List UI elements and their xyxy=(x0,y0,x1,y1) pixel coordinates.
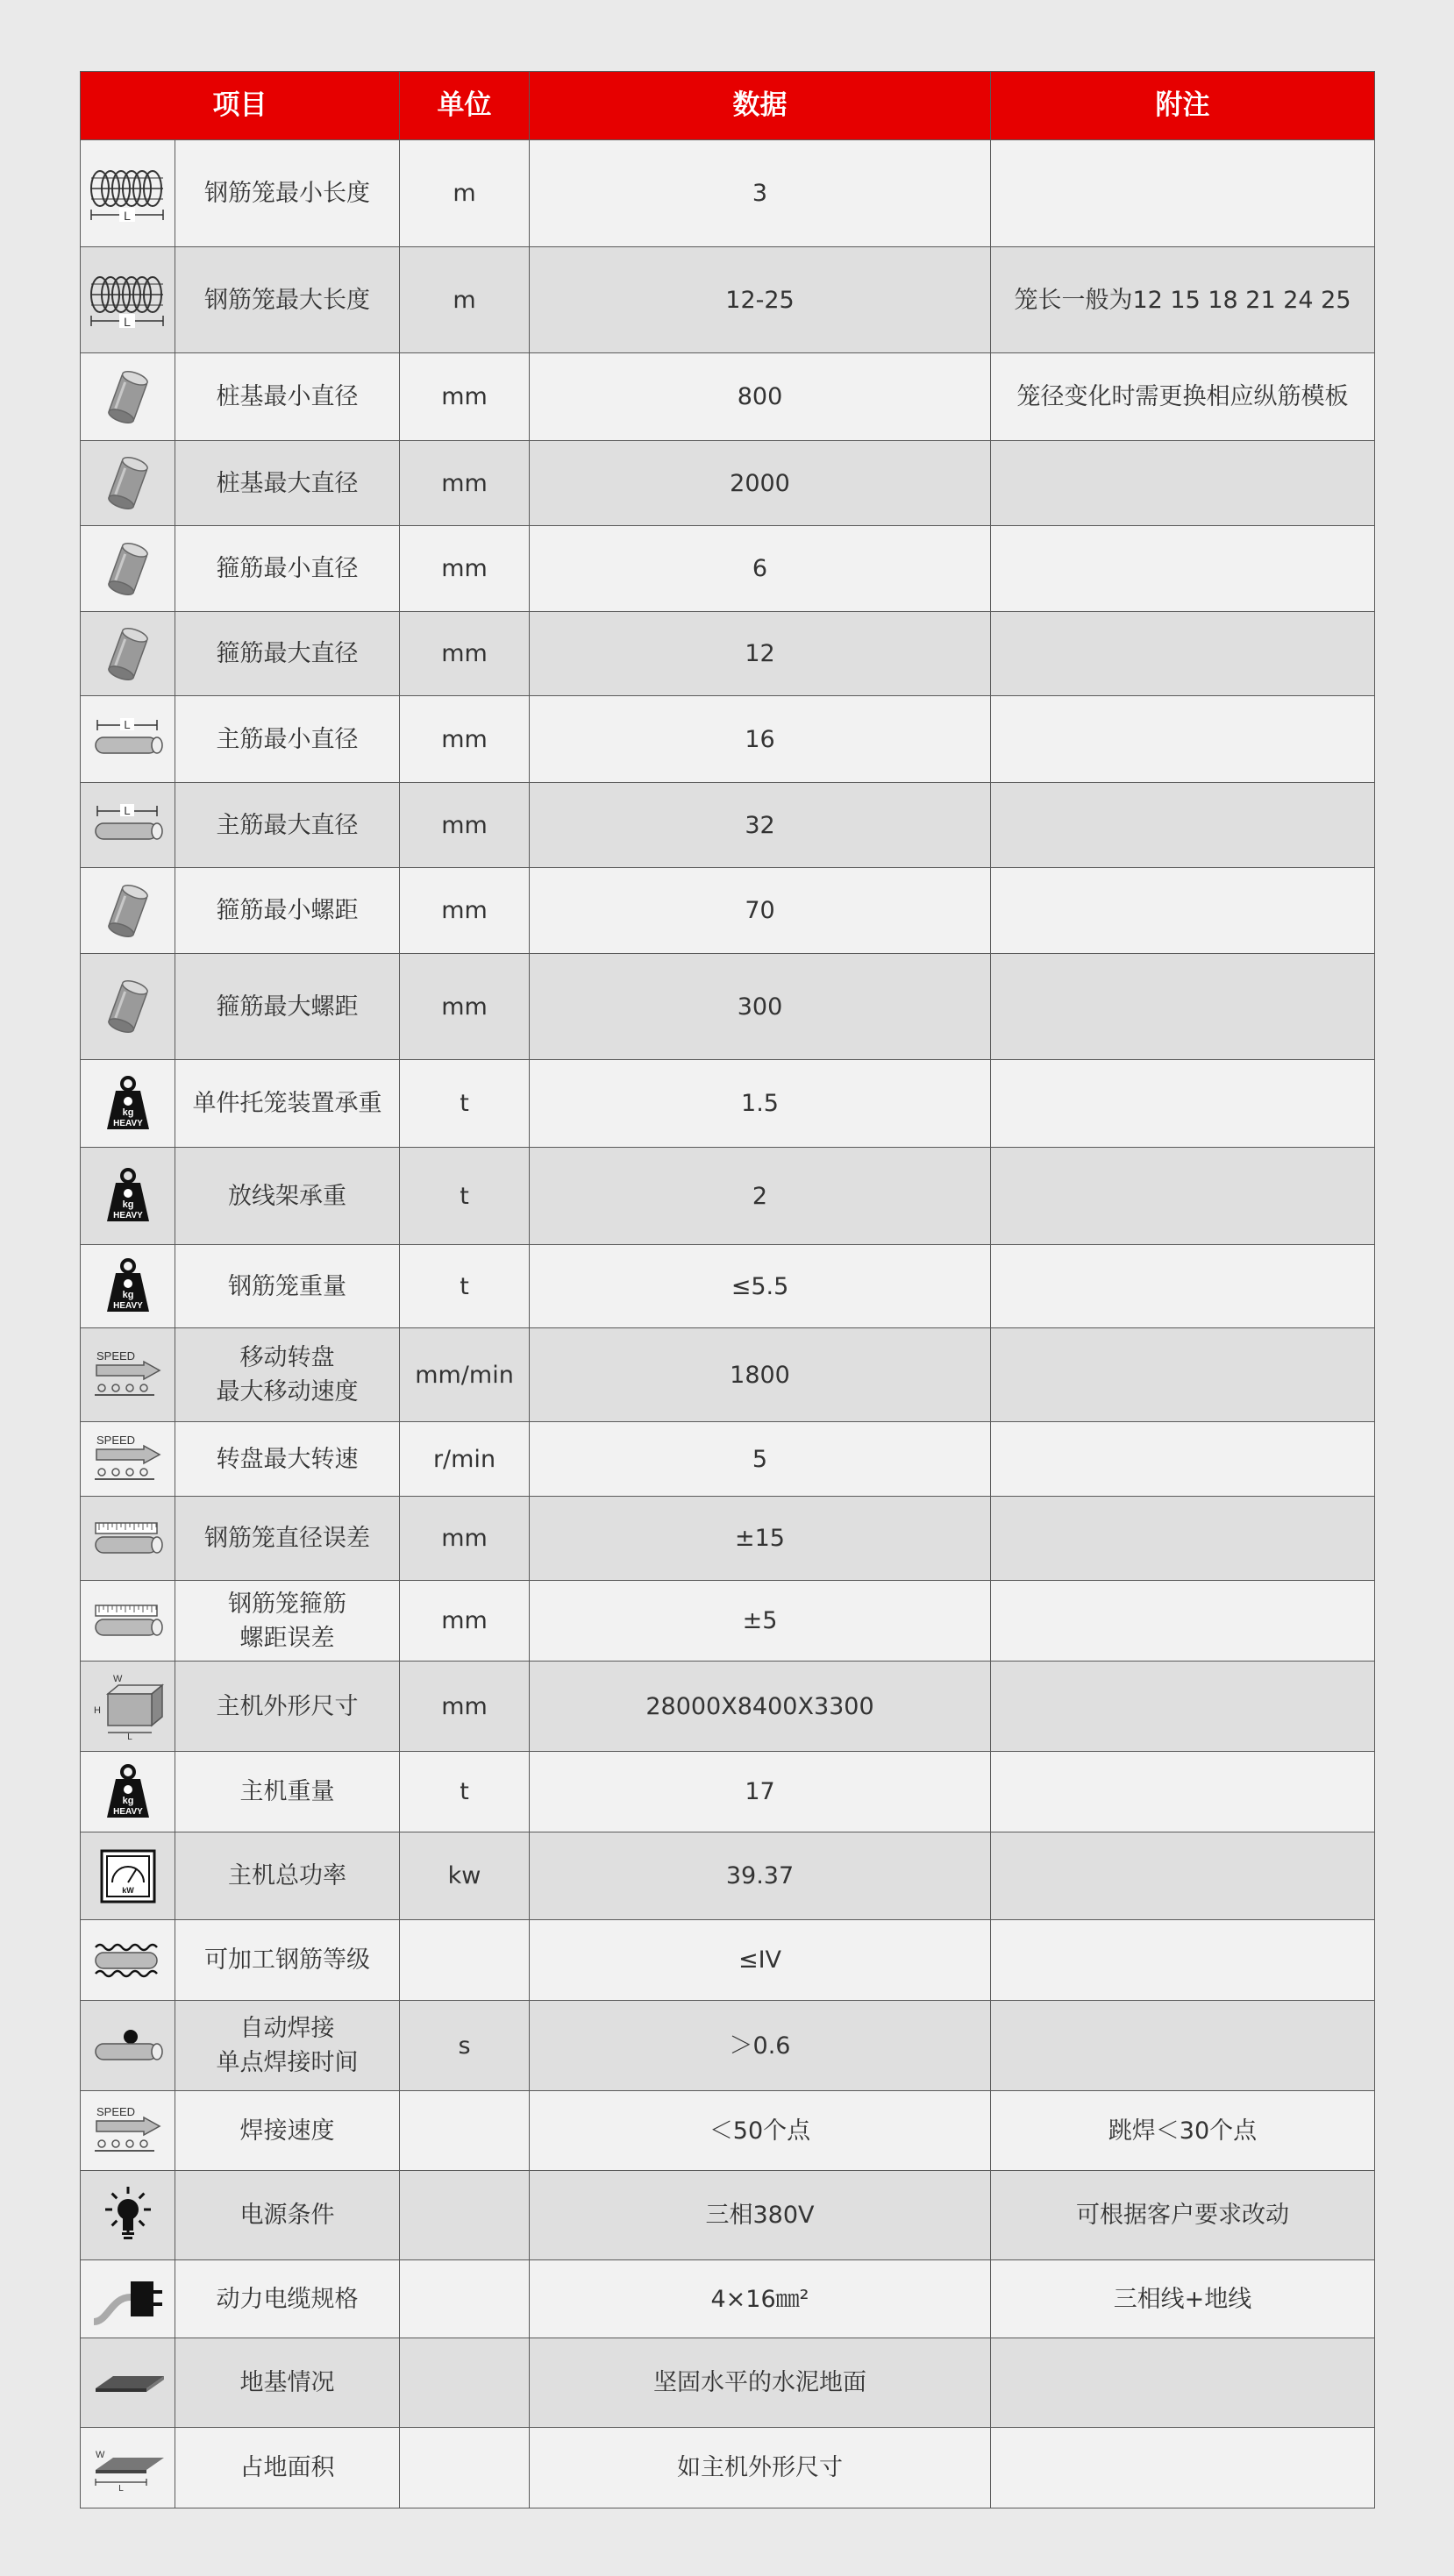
row-icon-cell xyxy=(81,1497,175,1581)
unit-cell: mm xyxy=(400,954,530,1060)
note-cell: 笼长一般为12 15 18 21 24 25 xyxy=(991,247,1375,353)
note-cell xyxy=(991,954,1375,1060)
item-label: 钢筋笼直径误差 xyxy=(204,1525,370,1552)
svg-text:L: L xyxy=(123,315,131,329)
value-cell: ≤5.5 xyxy=(530,1245,991,1328)
value-cell: 70 xyxy=(530,868,991,954)
svg-text:kW: kW xyxy=(121,1885,134,1895)
cylinder-icon xyxy=(84,366,171,428)
value-cell: 1800 xyxy=(530,1328,991,1422)
unit-cell: mm xyxy=(400,783,530,868)
svg-text:kg: kg xyxy=(122,1107,133,1118)
item-cell xyxy=(175,247,400,353)
unit-cell: mm xyxy=(400,1662,530,1752)
unit-cell: mm xyxy=(400,353,530,441)
unit-cell: t xyxy=(400,1148,530,1245)
row-icon-cell xyxy=(81,526,175,612)
value-cell: 坚固水平的水泥地面 xyxy=(530,2338,991,2428)
table-row xyxy=(81,526,1375,612)
row-icon-cell xyxy=(81,2001,175,2091)
table-row xyxy=(81,612,1375,696)
row-icon-cell xyxy=(81,1920,175,2001)
svg-text:kg: kg xyxy=(122,1795,133,1806)
rebar-length-icon xyxy=(84,715,171,764)
item-label: 钢筋笼最小长度 xyxy=(204,180,370,207)
bulb-icon xyxy=(84,2187,171,2245)
svg-text:H: H xyxy=(93,1705,101,1716)
table-row xyxy=(81,1581,1375,1662)
row-icon-cell xyxy=(81,1060,175,1148)
svg-text:L: L xyxy=(123,804,131,817)
note-cell xyxy=(991,2338,1375,2428)
value-cell: 17 xyxy=(530,1752,991,1832)
table-row xyxy=(81,2338,1375,2428)
svg-text:L: L xyxy=(118,2483,124,2493)
value-cell: 3 xyxy=(530,140,991,247)
note-cell xyxy=(991,783,1375,868)
cylinder-icon xyxy=(84,452,171,514)
note-cell xyxy=(991,1832,1375,1920)
note-cell xyxy=(991,1752,1375,1832)
item-label: 钢筋笼箍筋 螺距误差 xyxy=(228,1590,346,1652)
item-label: 转盘最大转速 xyxy=(216,1445,359,1473)
table-row xyxy=(81,2091,1375,2171)
item-label: 主机外形尺寸 xyxy=(216,1692,359,1720)
note-cell xyxy=(991,441,1375,526)
item-label: 主机总功率 xyxy=(228,1862,346,1889)
item-cell xyxy=(175,2428,400,2508)
row-icon-cell xyxy=(81,140,175,247)
row-icon-cell xyxy=(81,612,175,696)
value-cell: 800 xyxy=(530,353,991,441)
value-cell: 16 xyxy=(530,696,991,783)
item-cell xyxy=(175,441,400,526)
value-cell: ≤IV xyxy=(530,1920,991,2001)
row-icon-cell xyxy=(81,441,175,526)
row-icon-cell xyxy=(81,1662,175,1752)
speed-icon xyxy=(84,1349,171,1400)
note-cell xyxy=(991,1328,1375,1422)
weld-point-icon xyxy=(84,2021,171,2070)
weight-icon xyxy=(84,1167,171,1225)
svg-text:SPEED: SPEED xyxy=(96,1434,135,1447)
table-row xyxy=(81,1245,1375,1328)
item-label: 主筋最小直径 xyxy=(216,725,359,753)
value-cell: ±15 xyxy=(530,1497,991,1581)
row-icon-cell xyxy=(81,1422,175,1497)
item-label: 箍筋最大螺距 xyxy=(216,993,359,1021)
table-row xyxy=(81,140,1375,247)
row-icon-cell xyxy=(81,1245,175,1328)
table-row xyxy=(81,1148,1375,1245)
item-cell xyxy=(175,1581,400,1662)
item-label: 地基情况 xyxy=(239,2369,335,2396)
item-cell xyxy=(175,612,400,696)
table-row xyxy=(81,1920,1375,2001)
value-cell: 如主机外形尺寸 xyxy=(530,2428,991,2508)
item-cell xyxy=(175,2001,400,2091)
table-row xyxy=(81,2428,1375,2508)
cylinder-icon xyxy=(84,976,171,1037)
item-label: 箍筋最小直径 xyxy=(216,555,359,582)
note-cell xyxy=(991,1662,1375,1752)
item-label: 主机重量 xyxy=(239,1778,335,1805)
svg-text:SPEED: SPEED xyxy=(96,2105,135,2118)
svg-text:HEAVY: HEAVY xyxy=(112,1118,143,1128)
table-row xyxy=(81,1328,1375,1422)
header-row xyxy=(81,72,1375,140)
cage-length-icon xyxy=(84,160,171,227)
item-cell xyxy=(175,1060,400,1148)
table-row xyxy=(81,783,1375,868)
speed-icon xyxy=(84,2105,171,2156)
note-cell xyxy=(991,1148,1375,1245)
item-cell xyxy=(175,1662,400,1752)
svg-text:W: W xyxy=(112,1674,122,1684)
row-icon-cell xyxy=(81,2171,175,2260)
value-cell: ＜50个点 xyxy=(530,2091,991,2171)
row-icon-cell xyxy=(81,2260,175,2338)
item-cell xyxy=(175,696,400,783)
item-label: 移动转盘 最大移动速度 xyxy=(216,1344,359,1405)
item-cell xyxy=(175,2171,400,2260)
table-row xyxy=(81,696,1375,783)
item-label: 单件托笼装置承重 xyxy=(192,1090,382,1117)
value-cell: ＞0.6 xyxy=(530,2001,991,2091)
item-label: 钢筋笼最大长度 xyxy=(204,286,370,314)
ruler-bar-icon xyxy=(84,1597,171,1646)
note-cell xyxy=(991,1245,1375,1328)
note-cell xyxy=(991,1581,1375,1662)
row-icon-cell xyxy=(81,868,175,954)
table-row xyxy=(81,441,1375,526)
cable-plug-icon xyxy=(84,2273,171,2325)
svg-text:HEAVY: HEAVY xyxy=(112,1211,143,1220)
unit-cell: mm xyxy=(400,526,530,612)
item-label: 动力电缆规格 xyxy=(216,2285,359,2313)
table-row xyxy=(81,1422,1375,1497)
table-row xyxy=(81,2260,1375,2338)
unit-cell: kw xyxy=(400,1832,530,1920)
unit-cell: mm/min xyxy=(400,1328,530,1422)
item-label: 放线架承重 xyxy=(228,1182,346,1210)
item-cell xyxy=(175,526,400,612)
row-icon-cell xyxy=(81,1328,175,1422)
svg-text:L: L xyxy=(123,718,131,731)
svg-text:L: L xyxy=(126,1733,132,1741)
box-dimension-icon xyxy=(84,1671,171,1741)
item-label: 焊接速度 xyxy=(239,2117,335,2145)
note-cell xyxy=(991,2428,1375,2508)
value-cell: 300 xyxy=(530,954,991,1060)
item-label: 桩基最大直径 xyxy=(216,469,359,497)
unit-cell: mm xyxy=(400,441,530,526)
table-row xyxy=(81,868,1375,954)
row-icon-cell xyxy=(81,1832,175,1920)
row-icon-cell xyxy=(81,353,175,441)
unit-cell: m xyxy=(400,140,530,247)
unit-cell: t xyxy=(400,1245,530,1328)
item-label: 电源条件 xyxy=(239,2202,335,2229)
svg-text:HEAVY: HEAVY xyxy=(112,1301,143,1311)
unit-cell xyxy=(400,2428,530,2508)
rebar-length-icon xyxy=(84,801,171,850)
table-row xyxy=(81,954,1375,1060)
table-row xyxy=(81,2171,1375,2260)
value-cell: 12 xyxy=(530,612,991,696)
note-cell: 可根据客户要求改动 xyxy=(991,2171,1375,2260)
unit-cell: s xyxy=(400,2001,530,2091)
item-cell xyxy=(175,353,400,441)
item-cell xyxy=(175,1422,400,1497)
note-cell xyxy=(991,1060,1375,1148)
value-cell: 12-25 xyxy=(530,247,991,353)
note-cell: 三相线+地线 xyxy=(991,2260,1375,2338)
speed-icon xyxy=(84,1434,171,1484)
value-cell: 5 xyxy=(530,1422,991,1497)
item-cell xyxy=(175,2091,400,2171)
table-row xyxy=(81,1752,1375,1832)
row-icon-cell xyxy=(81,2428,175,2508)
svg-text:kg: kg xyxy=(122,1199,133,1210)
unit-cell: mm xyxy=(400,612,530,696)
table-row xyxy=(81,2001,1375,2091)
note-cell xyxy=(991,1422,1375,1497)
unit-cell xyxy=(400,2338,530,2428)
header-note: 附注 xyxy=(991,72,1375,140)
item-cell xyxy=(175,1832,400,1920)
item-label: 桩基最小直径 xyxy=(216,383,359,410)
table-row xyxy=(81,1662,1375,1752)
item-cell xyxy=(175,783,400,868)
ground-plate-icon xyxy=(84,2366,171,2401)
unit-cell xyxy=(400,2171,530,2260)
row-icon-cell xyxy=(81,2091,175,2171)
row-icon-cell xyxy=(81,1148,175,1245)
unit-cell: mm xyxy=(400,868,530,954)
svg-text:W: W xyxy=(95,2449,104,2460)
item-cell xyxy=(175,1245,400,1328)
row-icon-cell xyxy=(81,2338,175,2428)
note-cell: 跳焊＜30个点 xyxy=(991,2091,1375,2171)
weight-icon xyxy=(84,1075,171,1133)
item-cell xyxy=(175,954,400,1060)
unit-cell: mm xyxy=(400,696,530,783)
item-label: 钢筋笼重量 xyxy=(228,1272,346,1300)
area-plate-icon xyxy=(84,2444,171,2493)
value-cell: 2000 xyxy=(530,441,991,526)
table-row xyxy=(81,1060,1375,1148)
cylinder-icon xyxy=(84,880,171,942)
value-cell: 4×16㎜² xyxy=(530,2260,991,2338)
row-icon-cell xyxy=(81,954,175,1060)
ruler-bar-icon xyxy=(84,1514,171,1563)
weight-icon xyxy=(84,1257,171,1315)
svg-text:SPEED: SPEED xyxy=(96,1349,135,1363)
note-cell xyxy=(991,2001,1375,2091)
weight-icon xyxy=(84,1763,171,1821)
item-label: 自动焊接 单点焊接时间 xyxy=(216,2015,359,2076)
unit-cell xyxy=(400,2260,530,2338)
value-cell: ±5 xyxy=(530,1581,991,1662)
item-cell xyxy=(175,1497,400,1581)
value-cell: 28000X8400X3300 xyxy=(530,1662,991,1752)
item-cell xyxy=(175,2338,400,2428)
table-row xyxy=(81,353,1375,441)
item-label: 占地面积 xyxy=(239,2454,335,2481)
note-cell xyxy=(991,140,1375,247)
item-cell xyxy=(175,868,400,954)
value-cell: 39.37 xyxy=(530,1832,991,1920)
row-icon-cell xyxy=(81,783,175,868)
cage-length-icon xyxy=(84,267,171,333)
note-cell xyxy=(991,1920,1375,2001)
item-label: 主筋最大直径 xyxy=(216,811,359,839)
value-cell: 三相380V xyxy=(530,2171,991,2260)
note-cell: 笼径变化时需更换相应纵筋模板 xyxy=(991,353,1375,441)
item-cell xyxy=(175,1328,400,1422)
header-data: 数据 xyxy=(530,72,991,140)
item-cell xyxy=(175,1148,400,1245)
cylinder-icon xyxy=(84,623,171,685)
row-icon-cell xyxy=(81,1752,175,1832)
table-row xyxy=(81,1497,1375,1581)
item-label: 可加工钢筋等级 xyxy=(204,1946,370,1974)
note-cell xyxy=(991,868,1375,954)
header-unit: 单位 xyxy=(400,72,530,140)
cylinder-icon xyxy=(84,538,171,600)
item-label: 箍筋最大直径 xyxy=(216,640,359,667)
unit-cell: mm xyxy=(400,1497,530,1581)
table-row xyxy=(81,247,1375,353)
item-cell xyxy=(175,2260,400,2338)
value-cell: 1.5 xyxy=(530,1060,991,1148)
row-icon-cell xyxy=(81,696,175,783)
power-meter-icon xyxy=(84,1847,171,1905)
value-cell: 2 xyxy=(530,1148,991,1245)
rebar-grade-icon xyxy=(84,1939,171,1982)
row-icon-cell xyxy=(81,247,175,353)
note-cell xyxy=(991,526,1375,612)
unit-cell: m xyxy=(400,247,530,353)
value-cell: 32 xyxy=(530,783,991,868)
unit-cell: t xyxy=(400,1752,530,1832)
item-label: 箍筋最小螺距 xyxy=(216,897,359,924)
item-cell xyxy=(175,140,400,247)
row-icon-cell xyxy=(81,1581,175,1662)
unit-cell: t xyxy=(400,1060,530,1148)
svg-text:L: L xyxy=(123,208,131,223)
svg-text:HEAVY: HEAVY xyxy=(112,1806,143,1817)
item-cell xyxy=(175,1752,400,1832)
item-cell xyxy=(175,1920,400,2001)
unit-cell xyxy=(400,1920,530,2001)
note-cell xyxy=(991,612,1375,696)
note-cell xyxy=(991,1497,1375,1581)
svg-text:kg: kg xyxy=(122,1290,133,1300)
note-cell xyxy=(991,696,1375,783)
unit-cell: r/min xyxy=(400,1422,530,1497)
table-row xyxy=(81,1832,1375,1920)
unit-cell xyxy=(400,2091,530,2171)
unit-cell: mm xyxy=(400,1581,530,1662)
spec-table xyxy=(80,71,1375,2508)
header-item: 项目 xyxy=(81,72,400,140)
value-cell: 6 xyxy=(530,526,991,612)
